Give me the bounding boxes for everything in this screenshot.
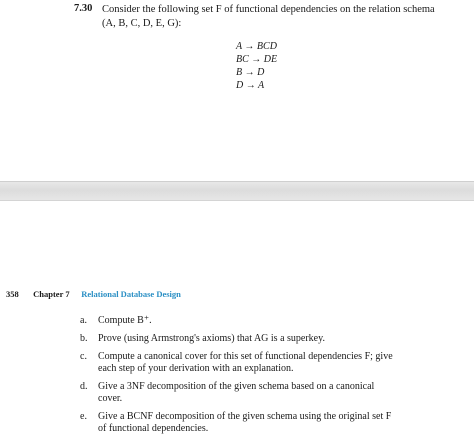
running-head (6, 289, 181, 299)
functional-dependency: A → BCD (236, 41, 277, 52)
item-text: Give a BCNF decomposition of the given schema using the original set F of functional dependencies. (98, 411, 392, 434)
exercise-parts-list (80, 315, 400, 441)
page-break-gap (0, 182, 474, 200)
page-number: 358 (6, 289, 19, 299)
problem-statement-line-1: Consider the following set F of functional dependencies on the relation schema (102, 4, 435, 15)
list-item (80, 315, 400, 327)
item-letter: b. (80, 333, 88, 344)
functional-dependency: BC → DE (236, 54, 278, 65)
list-item (80, 333, 400, 345)
list-item (80, 381, 400, 405)
item-letter: d. (80, 381, 88, 392)
functional-dependency-list (236, 40, 326, 92)
page-divider-bottom (0, 200, 474, 201)
chapter-label: Chapter 7 (33, 289, 70, 299)
list-item (80, 411, 400, 435)
item-letter: e. (80, 411, 87, 422)
item-text: Give a 3NF decomposition of the given schema based on a canonical cover. (98, 381, 375, 404)
item-letter: c. (80, 351, 87, 362)
list-item (80, 351, 400, 375)
functional-dependency: D → A (236, 80, 265, 91)
problem-statement-line-2: (A, B, C, D, E, G): (102, 18, 182, 29)
item-text: Prove (using Armstrong's axioms) that AG is a superkey. (98, 333, 325, 344)
functional-dependency: B → D (236, 67, 265, 78)
chapter-title: Relational Database Design (81, 289, 181, 299)
page-top (0, 0, 474, 182)
item-text: Compute a canonical cover for this set of functional dependencies F; give each step of your derivation with an explanation. (98, 351, 393, 374)
item-letter: a. (80, 315, 87, 326)
problem-number: 7.30 (74, 3, 93, 14)
item-text: Compute B⁺. (98, 315, 152, 326)
problem-statement (102, 3, 442, 31)
